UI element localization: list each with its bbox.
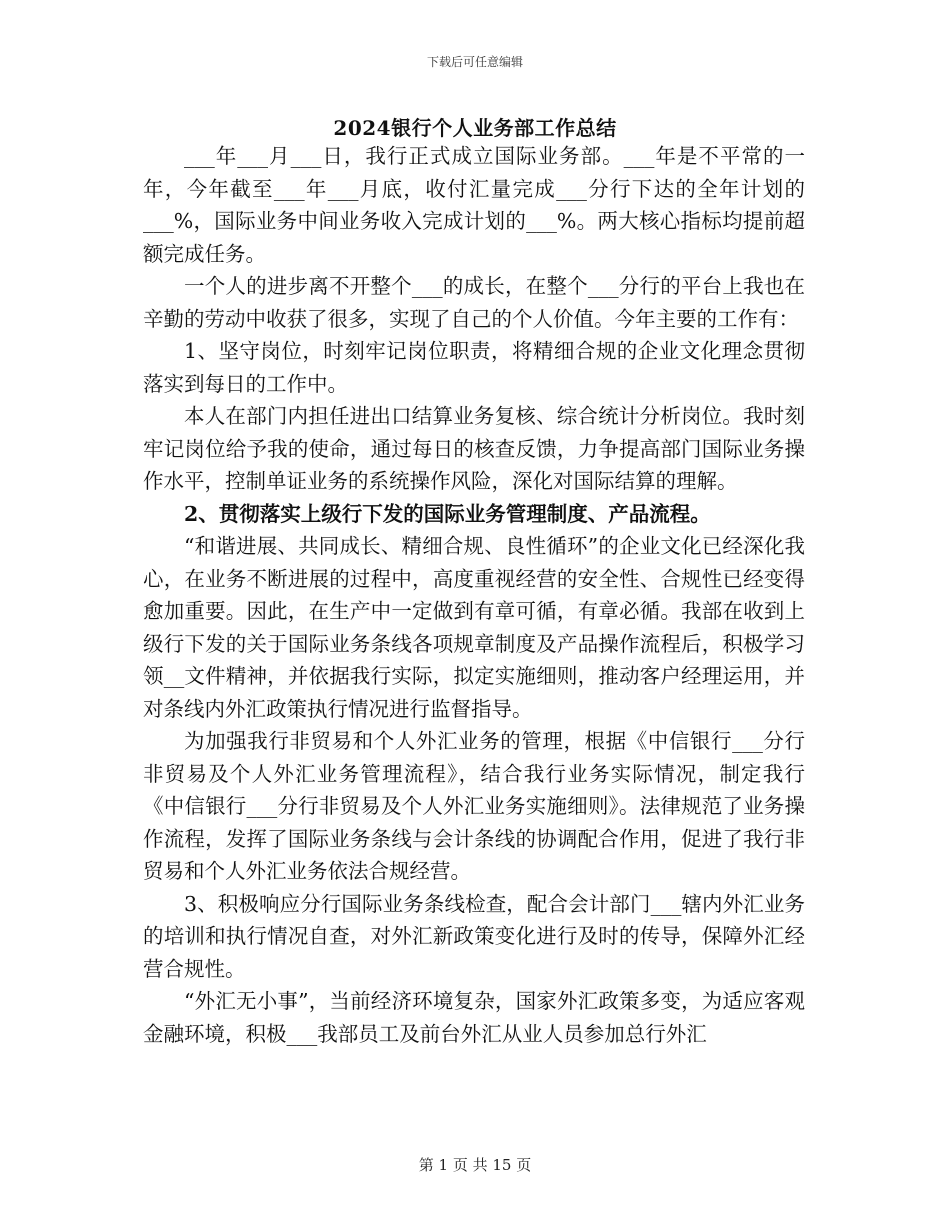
- header-note: 下载后可任意编辑: [426, 55, 523, 69]
- page-footer: 第 1 页 共 15 页: [418, 1156, 532, 1174]
- paragraph-role: 本人在部门内担任进出口结算业务复核、综合统计分析岗位。我时刻牢记岗位给予我的使命，通过每日的核查反馈，力争提高部门国际业务操作水平，控制单证业务的系统操作风险，深化对国际结算的理解。: [143, 404, 805, 493]
- document-title: 2024银行个人业务部工作总结: [333, 116, 617, 140]
- paragraph-culture: “和谐进展、共同成长、精细合规、良性循环”的企业文化已经深化我心，在业务不断进展的过程中，高度重视经营的安全性、合规性已经变得愈加重要。因此，在生产中一定做到有章可循，有章必循。我部在收到上级行下发的关于国际业务条线各项规章制度及产品操作流程后，积极学习领__文件精神，并依据我行实际，拟定实施细则，推动客户经理运用，并对条线内外汇政策执行情况进行监督指导。: [143, 534, 805, 721]
- document-body: [143, 140, 805, 1050]
- paragraph-point-2-heading: 2、贯彻落实上级行下发的国际业务管理制度、产品流程。: [184, 501, 711, 526]
- paragraph-intro: ___年___月___日，我行正式成立国际业务部。___年是不平常的一年，今年截至___年___月底，收付汇量完成___分行下达的全年计划的___%，国际业务中间业务收入完成计划的___%。两大核心指标均提前超额完成任务。: [143, 144, 805, 266]
- paragraph-non-trade: 为加强我行非贸易和个人外汇业务的管理，根据《中信银行___分行非贸易及个人外汇业务管理流程》，结合我行业务实际情况，制定我行《中信银行___分行非贸易及个人外汇业务实施细则》。法律规范了业务操作流程，发挥了国际业务条线与会计条线的协调配合作用，促进了我行非贸易和个人外汇业务依法合规经营。: [143, 729, 805, 883]
- paragraph-point-3: 3、积极响应分行国际业务条线检查，配合会计部门___辖内外汇业务的培训和执行情况自查，对外汇新政策变化进行及时的传导，保障外汇经营合规性。: [143, 891, 805, 981]
- paragraph-point-1: 1、坚守岗位，时刻牢记岗位职责，将精细合规的企业文化理念贯彻落实到每日的工作中。: [143, 339, 805, 396]
- paragraph-forex: “外汇无小事”，当前经济环境复杂，国家外汇政策多变，为适应客观金融环境，积极___我部员工及前台外汇从业人员参加总行外汇: [143, 989, 805, 1046]
- paragraph-personal-growth: 一个人的进步离不开整个___的成长，在整个___分行的平台上我也在辛勤的劳动中收获了很多，实现了自己的个人价值。今年主要的工作有：: [143, 274, 805, 331]
